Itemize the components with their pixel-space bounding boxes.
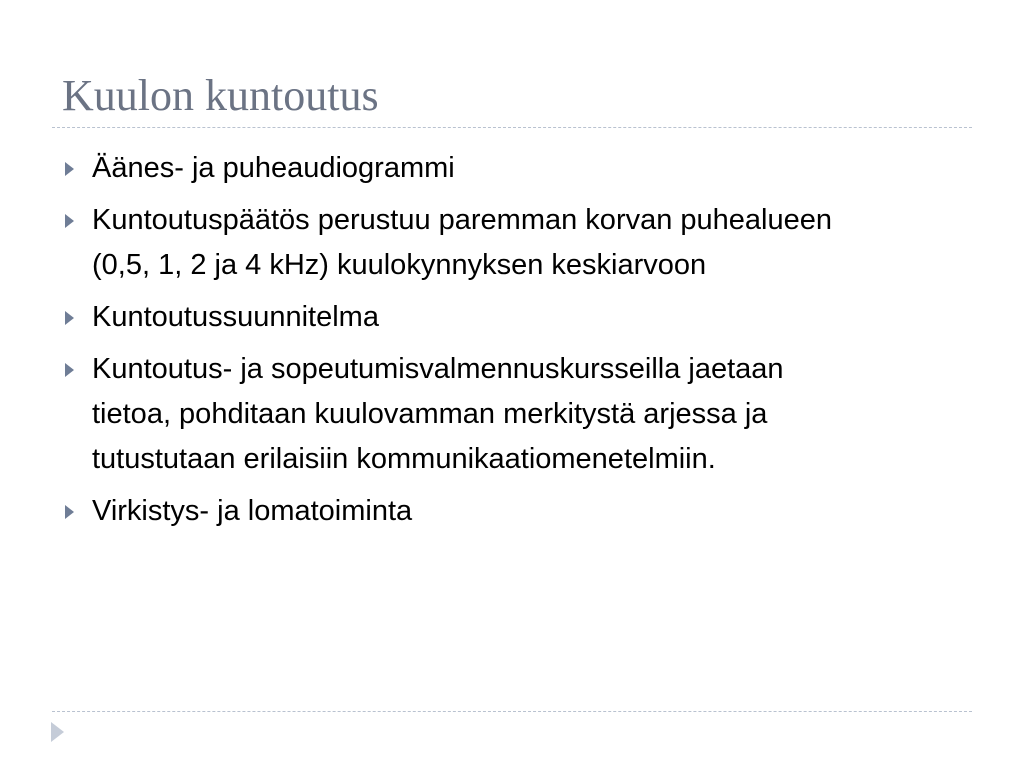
bullet-text: Äänes- ja puheaudiogrammi — [92, 152, 455, 184]
bullet-item — [62, 347, 962, 482]
title-divider — [52, 127, 972, 128]
bullet-text: Kuntoutuspäätös perustuu paremman korvan puhealueen — [92, 204, 833, 236]
bullet-text: (0,5, 1, 2 ja 4 kHz) kuulokynnyksen keskiarvoon — [92, 249, 707, 281]
bullet-text: Virkistys- ja lomatoiminta — [92, 495, 413, 527]
bullet-text: tutustutaan erilaisiin kommunikaatiomenetelmiin. — [92, 443, 716, 475]
triangle-right-icon — [65, 505, 74, 519]
bullet-list — [62, 146, 962, 541]
next-slide-arrow-icon[interactable] — [51, 722, 64, 742]
bullet-item — [62, 295, 962, 340]
bullet-text: tietoa, pohditaan kuulovamman merkitystä arjessa ja — [92, 398, 768, 430]
bullet-item — [62, 198, 962, 288]
slide-title: Kuulon kuntoutus — [62, 71, 379, 120]
triangle-right-icon — [65, 162, 74, 176]
bullet-item — [62, 146, 962, 191]
bullet-text: Kuntoutussuunnitelma — [92, 301, 379, 333]
triangle-right-icon — [65, 311, 74, 325]
footer-divider — [52, 711, 972, 712]
bullet-text: Kuntoutus- ja sopeutumisvalmennuskursseilla jaetaan — [92, 353, 784, 385]
triangle-right-icon — [65, 363, 74, 377]
bullet-item — [62, 489, 962, 534]
triangle-right-icon — [65, 214, 74, 228]
